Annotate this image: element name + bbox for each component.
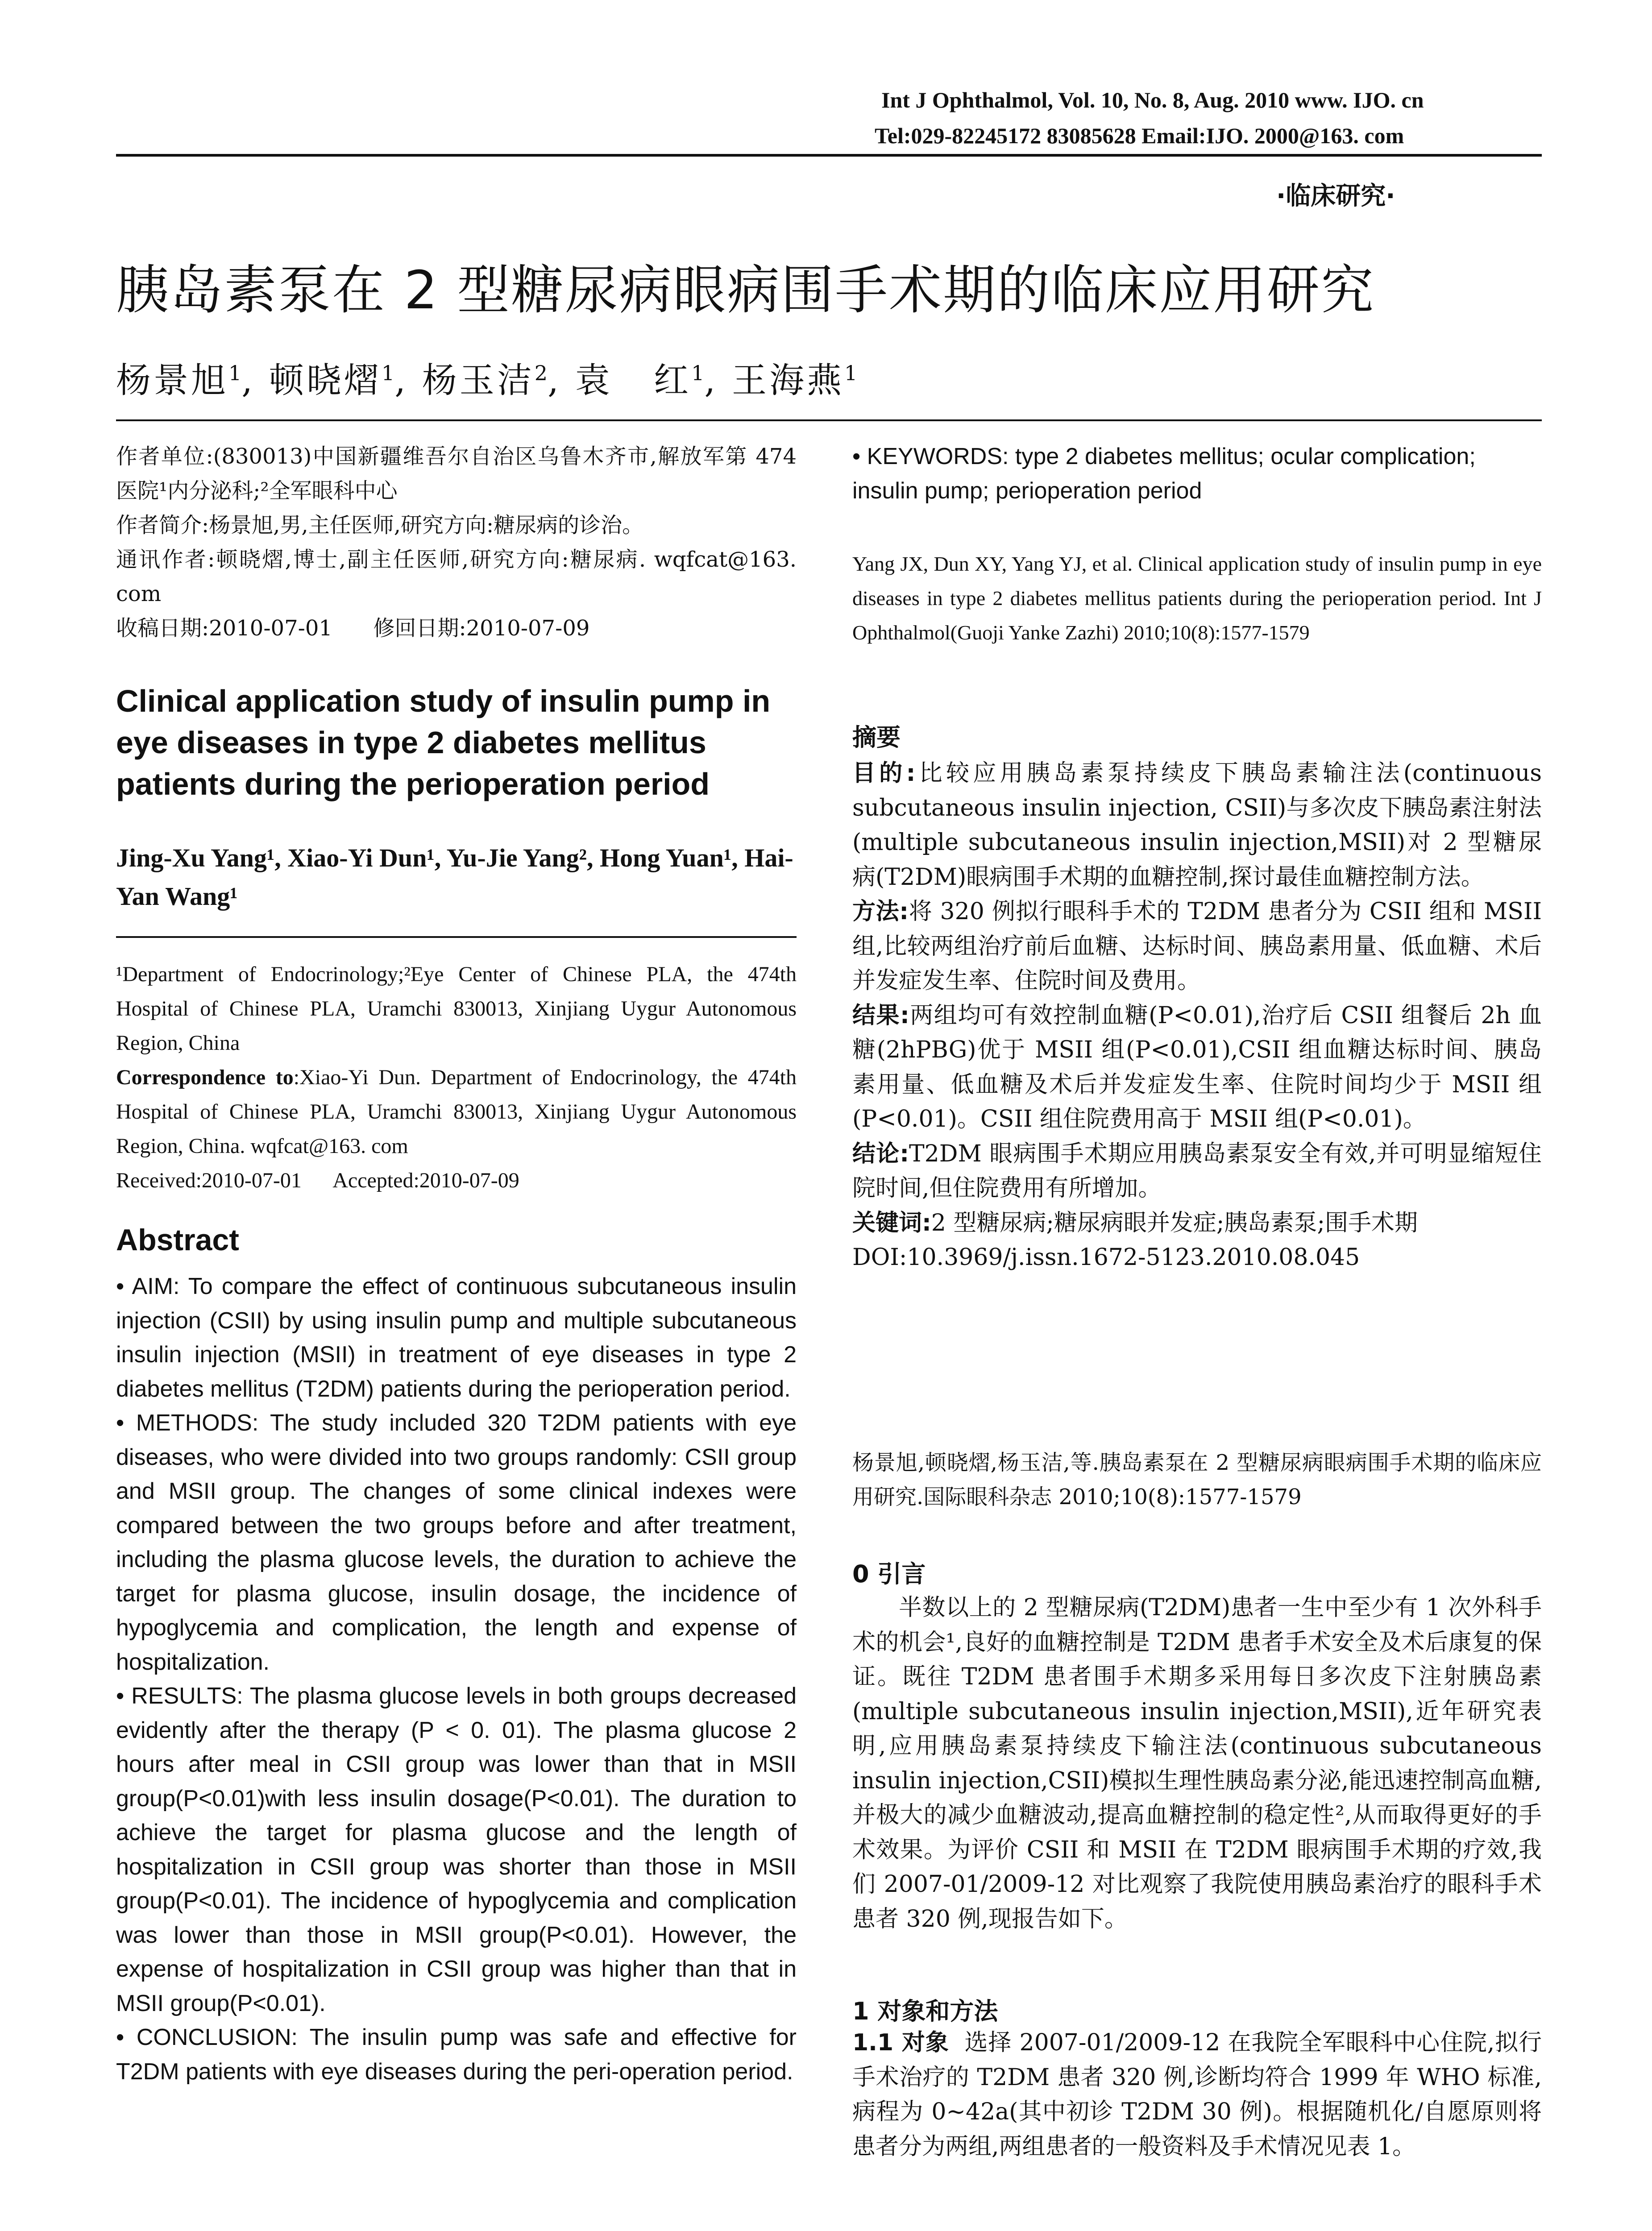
received-dates: Received:2010-07-01 Accepted:2010-07-09 xyxy=(116,1169,519,1192)
english-authors: Jing-Xu Yang¹, Xiao-Yi Dun¹, Yu-Jie Yang², Hong Yuan¹, Hai-Yan Wang¹ xyxy=(116,843,793,911)
affiliation-dept: ¹Department of Endocrinology;²Eye Center of Chinese PLA, the 474th Hospital of Chinese PLA, Uramchi 830013, Xinjiang Uygur Autonomous Region, China xyxy=(116,962,797,1055)
citation-cn: 杨景旭,顿晓熠,杨玉洁,等.胰岛素泵在 2 型糖尿病眼病围手术期的临床应用研究.国际眼科杂志 2010;10(8):1577-1579 xyxy=(852,1450,1542,1509)
abstract-cn-results: 结果:两组均可有效控制血糖(P<0.01),治疗后 CSII 组餐后 2h 血糖(2hPBG)优于 MSII 组(P<0.01),CSII 组血糖达标时间、胰岛素用量、低血糖及术后并发症发生率、住院时间均少于 MSII 组(P<0.01)。CSII 组住院费用高于 MSII 组(P<0.01)。 xyxy=(852,1002,1542,1132)
abstract-cn-heading: 摘要 xyxy=(852,723,901,751)
affiliation xyxy=(116,957,797,1198)
methods-subjects xyxy=(852,2026,1542,2164)
journal-info: Int J Ophthalmol, Vol. 10, No. 8, Aug. 2010 www. IJO. cn xyxy=(881,87,1424,112)
abstract-cn-keywords: 关键词:2 型糖尿病;糖尿病眼并发症;胰岛素泵;围手术期 xyxy=(852,1209,1418,1236)
notes-cn xyxy=(116,440,797,646)
methods-heading: 1 对象和方法 xyxy=(852,1997,998,2025)
correspondence: Correspondence to:Xiao-Yi Dun. Department of Endocrinology, the 474th Hospital of Chinese PLA, Uramchi 830013, Xinjiang Uygur Autonomous Region, China. wqfcat@163. com xyxy=(116,1066,797,1158)
abstract-cn-methods: 方法:将 320 例拟行眼科手术的 T2DM 患者分为 CSII 组和 MSII 组,比较两组治疗前后血糖、达标时间、胰岛素用量、低血糖、术后并发症发生率、住院时间及费用。 xyxy=(852,898,1542,994)
abstract-body xyxy=(116,1269,797,2089)
subjects-text: 选择 2007-01/2009-12 在我院全军眼科中心住院,拟行手术治疗的 T2DM 患者 320 例,诊断均符合 1999 年 WHO 标准,病程为 0~42a(其中初诊 T2DM 30 例)。根据随机化/自愿原则将患者分为两组,两组患者的一般资料及手术情况见表 1。 xyxy=(852,2029,1542,2160)
abstract-heading: Abstract xyxy=(116,1223,239,1257)
abstract-methods: • METHODS: The study included 320 T2DM patients with eye diseases, who were divided into two groups randomly: CSII group and MSII group. The changes of some clinical indexes were compared between the two groups before and after treatment, including the plasma glucose levels, the duration to achieve the target for plasma glucose, insulin dosage, the incidence of hypoglycemia and complication, the length and expense of hospitalization. xyxy=(116,1410,797,1675)
page-title: 胰岛素泵在 2 型糖尿病眼病围手术期的临床应用研究 xyxy=(116,259,1375,321)
english-title: Clinical application study of insulin pump in eye diseases in type 2 diabetes mellitus patients during the perioperation period xyxy=(116,684,771,801)
authors-cn: 杨景旭$^1$, 顿晓熠$^1$, 杨玉洁$^2$, 袁 红$^1$, 王海燕$^1$ xyxy=(116,361,858,401)
section-label: ·临床研究· xyxy=(1276,182,1395,211)
author-unit: 作者单位:(830013)中国新疆维吾尔自治区乌鲁木齐市,解放军第 474 医院¹内分泌科;²全军眼科中心 xyxy=(116,444,797,503)
header-rule xyxy=(116,154,1542,157)
corresponding-author: 通讯作者:顿晓熠,博士,副主任医师,研究方向:糖尿病. wqfcat@163. com xyxy=(116,547,797,606)
abstract-aim: • AIM: To compare the effect of continuous subcutaneous insulin injection (CSII) by using insulin pump and multiple subcutaneous insulin injection (MSII) in treatment of eye diseases in type 2 diabetes mellitus (T2DM) patients during the perioperation period. xyxy=(116,1273,797,1402)
abstract-cn-aim: 目的:比较应用胰岛素泵持续皮下胰岛素输注法(continuous subcutaneous insulin injection, CSII)与多次皮下胰岛素注射法(multiple subcutaneous insulin injection,MSII)对 2 型糖尿病(T2DM)眼病围手术期的血糖控制,探讨最佳血糖控制方法。 xyxy=(852,760,1542,891)
abstract-cn-conclusion: 结论:T2DM 眼病围手术期应用胰岛素泵安全有效,并可明显缩短住院时间,但住院费用有所增加。 xyxy=(852,1140,1542,1202)
subjects-label: 1.1 对象 xyxy=(852,2029,949,2056)
author-intro: 作者简介:杨景旭,男,主任医师,研究方向:糖尿病的诊治。 xyxy=(116,513,644,538)
doi: DOI:10.3969/j.issn.1672-5123.2010.08.045 xyxy=(852,1244,1360,1271)
citation-en: Yang JX, Dun XY, Yang YJ, et al. Clinical application study of insulin pump in eye diseases in type 2 diabetes mellitus patients during the perioperation period. Int J Ophthalmol(Guoji Yanke Zazhi) 2010;10(8):1577-1579 xyxy=(852,552,1542,644)
author-rule xyxy=(116,936,797,938)
abstract-results: • RESULTS: The plasma glucose levels in both groups decreased evidently after the therapy (P < 0. 01). The plasma glucose 2 hours after meal in CSII group was lower than that in MSII group(P<0.01)with less insulin dosage(P<0.01). The duration to achieve the target for plasma glucose and the length of hospitalization in CSII group was shorter than those in MSII group(P<0.01). The incidence of hypoglycemia and complication was lower than those in MSII group(P<0.01). However, the expense of hospitalization in CSII group was higher than that in MSII group(P<0.01). xyxy=(116,1683,797,2016)
abstract-cn xyxy=(852,756,1542,1275)
abstract-conclusion: • CONCLUSION: The insulin pump was safe and effective for T2DM patients with eye diseases during the peri-operation period. xyxy=(116,2024,797,2085)
received-dates-cn: 收稿日期:2010-07-01 修回日期:2010-07-09 xyxy=(116,616,590,641)
intro-text: 半数以上的 2 型糖尿病(T2DM)患者一生中至少有 1 次外科手术的机会¹,良好的血糖控制是 T2DM 患者手术安全及术后康复的保证。既往 T2DM 患者围手术期多采用每日多次皮下注射胰岛素(multiple subcutaneous insulin injection,MSII),近年研究表明,应用胰岛素泵持续皮下输注法(continuous subcutaneous insulin injection,CSII)模拟生理性胰岛素分泌,能迅速控制高血糖,并极大的减少血糖波动,提高血糖控制的稳定性²,从而取得更好的手术效果。为评价 CSII 和 MSII 在 T2DM 眼病围手术期的疗效,我们 2007-01/2009-12 对比观察了我院使用胰岛素治疗的眼科手术患者 320 例,现报告如下。 xyxy=(852,1594,1542,1932)
keywords-en: • KEYWORDS: type 2 diabetes mellitus; ocular complication; insulin pump; perioperation period xyxy=(852,444,1476,504)
intro-heading: 0 引言 xyxy=(852,1560,926,1588)
contact-info: Tel:029-82245172 83085628 Email:IJO. 2000@163. com xyxy=(875,123,1404,148)
title-rule xyxy=(116,419,1542,421)
